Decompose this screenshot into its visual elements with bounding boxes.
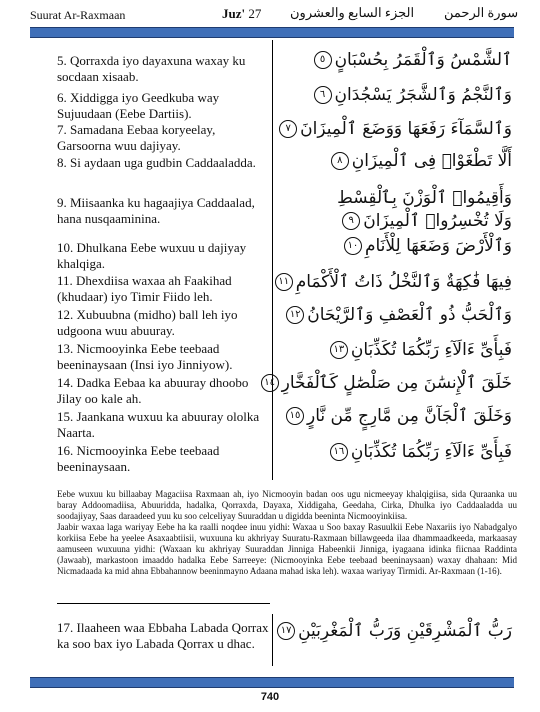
verse-17-arabic: رَبُّ ٱلْمَشْرِقَيْنِ وَرَبُّ ٱلْمَغْرِبَيْنِ١٧: [290, 620, 512, 642]
verse-16-translation: 16. Nicmooyinka Eebe teebaad beeninaysaan.: [57, 443, 220, 474]
verse-12-arabic: وَٱلْحَبُّ ذُو ٱلْعَصْفِ وَٱلرَّيْحَانُ١٢: [290, 304, 512, 326]
commentary-paragraph-2: Jaabir waxaa laga wariyay Eebe ha ka raalli noqdee inuu yidhi: Waxaa u Soo baxay Rasuulkii Eebe Naxariis iyo Nabadgalyo korkiisa Eebe ha yeelee Asaxaabtiisii, wuxuuna ku akhriyay Suuratu-Raxmaan billawgeeda ilaa dhammaadkeeda, markaasay aamuseen wuxuuna yidhi: (Waxaan ku akhriyay Suuraddan Jinniga Habeenkii Jinniga, iyagaana idinka fiicnaa Raddinta (Jawaab), markastoon imaaddo hadalka Eebe Sarreeye: (Nicmooyinka Eebe teebaad beeninaysaan) waxay dhahaan: Mid Nicmadaada ka mid ahna Ebbahannow beeninmayno Adaana mahad iska leh). waxaa wariyay Tirmidi. Ar-Raxmaan (1-16).: [57, 522, 517, 576]
verse-9-arabic-line2: وَلَا تُخْسِرُوا۟ ٱلْمِيزَانَ٩: [290, 210, 512, 232]
verse-13-translation: 13. Nicmooyinka Eebe teebaad beeninaysaan (Insi iyo Jinniyow).: [57, 341, 233, 372]
verse-number-badge: ١١: [275, 273, 293, 291]
verse-9-arabic-line1: وَأَقِيمُوا۟ ٱلْوَزْنَ بِٱلْقِسْطِ: [337, 188, 512, 208]
verse-6-arabic: وَٱلنَّجْمُ وَٱلشَّجَرُ يَسْجُدَانِ٦: [290, 84, 512, 106]
verse-number-badge: ٧: [279, 120, 297, 138]
verse-14-translation: 14. Dadka Eebaa ka abuuray dhoobo Jilay oo kale ah.: [57, 375, 249, 406]
bottom-bar: [30, 677, 514, 688]
arabic-surah-title: سورة الرحمن: [444, 5, 519, 20]
verse-number-badge: ١٤: [261, 374, 279, 392]
footnote-rule: [57, 603, 270, 604]
arabic-juz-subtitle: الجزء السابع والعشرون: [290, 5, 415, 20]
verse-7-arabic: وَٱلسَّمَآءَ رَفَعَهَا وَوَضَعَ ٱلْمِيزَانَ٧: [290, 118, 512, 140]
verse-number-badge: ٦: [314, 86, 332, 104]
commentary: [57, 489, 517, 577]
verse-number-badge: ١٣: [330, 341, 348, 359]
verse-6-translation: 6. Xiddigga iyo Geedkuba way Sujuudaan (Eebe Dartiis).: [57, 90, 220, 121]
verse-number-badge: ١٧: [277, 622, 295, 640]
verse-8-translation: 8. Si aydaan uga gudbin Caddaaladda.: [57, 155, 256, 170]
verse-5-arabic: ٱلشَّمْسُ وَٱلْقَمَرُ بِحُسْبَانٍ٥: [290, 49, 512, 71]
verse-number-badge: ١٠: [344, 237, 362, 255]
verse-14-arabic: خَلَقَ ٱلْإِنسَٰنَ مِن صَلْصَٰلٍ كَٱلْفَخَّارِ١٤: [290, 372, 512, 394]
verse-10-translation: 10. Dhulkana Eebe wuxuu u dajiyay khalqiga.: [57, 240, 247, 271]
verse-16-arabic: فَبِأَىِّ ءَالَآءِ رَبِّكُمَا تُكَذِّبَانِ١٦: [290, 441, 512, 463]
verse-15-arabic: وَخَلَقَ ٱلْجَآنَّ مِن مَّارِجٍ مِّن نَّارٍ١٥: [290, 405, 512, 427]
top-bar: [30, 27, 514, 38]
column-divider: [272, 40, 273, 480]
verse-15-translation: 15. Jaankana wuxuu ka abuuray ololka Naarta.: [57, 409, 260, 440]
verse-number-badge: ١٥: [286, 407, 304, 425]
verse-10-arabic: وَٱلْأَرْضَ وَضَعَهَا لِلْأَنَامِ١٠: [290, 235, 512, 257]
verse-number-badge: ٥: [314, 51, 332, 69]
verse-8-arabic: أَلَّا تَطْغَوْا۟ فِى ٱلْمِيزَانِ٨: [290, 150, 512, 172]
verse-9-translation: 9. Miisaanka ku hagaajiya Caddaalad, hana nusqaaminina.: [57, 195, 255, 226]
verse-12-translation: 12. Xubuubna (midho) ball leh iyo udgoona wuu abuuray.: [57, 307, 238, 338]
verse-11-arabic: فِيهَا فَٰكِهَةٌ وَٱلنَّخْلُ ذَاتُ ٱلْأَكْمَامِ١١: [290, 271, 512, 293]
commentary-paragraph-1: Eebe wuxuu ku billaabay Magaciisa Raxmaan ah, iyo Nicmooyin badan oos ugu nicmeeyay khalqigiisa, sida Quraanka uu baray Addoomadiisa, Abuuridda, hadalka, Qorraxda, Dayaxa, Xiddigaha, Geedaha, Cirka, Dhulka iyo Caddaaladda uu soodajiyay, Saas daraadeed yuu ku soo celceliyay Suuraddan u digidda beeninta Nicmooyinkiisa.: [57, 489, 517, 521]
verse-17-translation: 17. Ilaaheen waa Ebbaha Labada Qorrax ka soo bax iyo Labada Qorrax u dhac.: [57, 620, 269, 651]
column-divider-lower: [272, 614, 273, 666]
verse-13-arabic: فَبِأَىِّ ءَالَآءِ رَبِّكُمَا تُكَذِّبَانِ١٣: [290, 339, 512, 361]
verse-number-badge: ١٦: [330, 443, 348, 461]
verse-7-translation: 7. Samadana Eebaa koryeelay, Garsoorna wuu dajiyay.: [57, 122, 216, 153]
verse-5-translation: 5. Qorraxda iyo dayaxuna waxay ku socdaan xisaab.: [57, 53, 246, 84]
surah-title: Suurat Ar-Raxmaan: [30, 8, 126, 22]
verse-number-badge: ٨: [331, 152, 349, 170]
verse-number-badge: ٩: [342, 212, 360, 230]
verse-number-badge: ١٢: [286, 306, 304, 324]
page-number: 740: [260, 691, 280, 703]
juz-label: Juz' 27: [222, 6, 262, 21]
verse-11-translation: 11. Dhexdiisa waxaa ah Faakihad (khudaar) iyo Timir Fiido leh.: [57, 273, 232, 304]
